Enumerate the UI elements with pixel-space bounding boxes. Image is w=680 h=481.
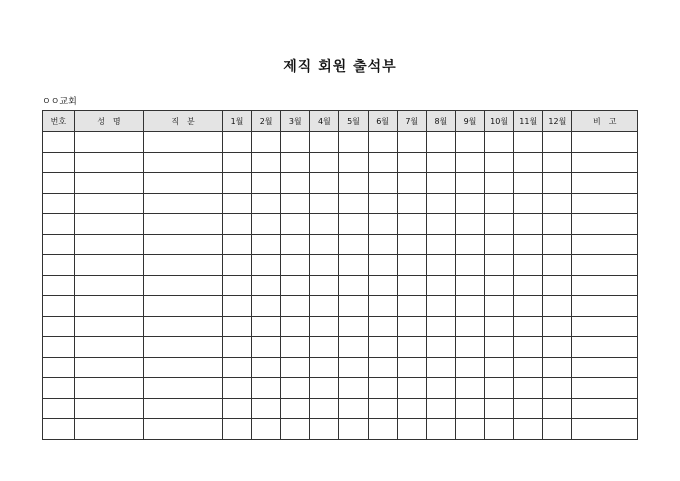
table-cell[interactable] xyxy=(43,132,75,153)
table-cell[interactable] xyxy=(74,152,144,173)
table-cell[interactable] xyxy=(426,419,455,440)
table-cell[interactable] xyxy=(368,316,397,337)
table-cell[interactable] xyxy=(485,378,514,399)
table-cell[interactable] xyxy=(514,296,543,317)
table-cell[interactable] xyxy=(572,316,638,337)
table-cell[interactable] xyxy=(543,234,572,255)
table-row xyxy=(43,337,638,358)
table-cell[interactable] xyxy=(339,378,368,399)
document-title: 제직 회원 출석부 xyxy=(283,59,397,75)
table-cell[interactable] xyxy=(426,398,455,419)
header-month-4: 4월 xyxy=(310,111,339,132)
table-cell[interactable] xyxy=(368,419,397,440)
table-cell[interactable] xyxy=(543,152,572,173)
table-cell[interactable] xyxy=(144,234,223,255)
table-cell[interactable] xyxy=(144,296,223,317)
table-cell[interactable] xyxy=(74,378,144,399)
table-row xyxy=(43,296,638,317)
table-cell[interactable] xyxy=(310,316,339,337)
table-cell[interactable] xyxy=(252,357,281,378)
table-cell[interactable] xyxy=(368,132,397,153)
attendance-table xyxy=(42,110,638,440)
table-cell[interactable] xyxy=(144,398,223,419)
table-cell[interactable] xyxy=(426,255,455,276)
table-cell[interactable] xyxy=(455,214,484,235)
table-cell[interactable] xyxy=(368,398,397,419)
table-cell[interactable] xyxy=(252,337,281,358)
table-cell[interactable] xyxy=(514,378,543,399)
table-cell[interactable] xyxy=(543,419,572,440)
table-cell[interactable] xyxy=(281,316,310,337)
table-cell[interactable] xyxy=(368,234,397,255)
table-cell[interactable] xyxy=(74,234,144,255)
table-cell[interactable] xyxy=(485,255,514,276)
table-cell[interactable] xyxy=(485,275,514,296)
table-cell[interactable] xyxy=(397,152,426,173)
table-cell[interactable] xyxy=(514,132,543,153)
table-cell[interactable] xyxy=(455,132,484,153)
table-cell[interactable] xyxy=(281,398,310,419)
header-month-2: 2월 xyxy=(252,111,281,132)
table-cell[interactable] xyxy=(43,275,75,296)
table-cell[interactable] xyxy=(222,193,251,214)
table-cell[interactable] xyxy=(514,357,543,378)
table-cell[interactable] xyxy=(339,132,368,153)
table-cell[interactable] xyxy=(426,378,455,399)
table-cell[interactable] xyxy=(144,255,223,276)
table-row xyxy=(43,275,638,296)
table-cell[interactable] xyxy=(572,398,638,419)
table-cell[interactable] xyxy=(281,214,310,235)
table-cell[interactable] xyxy=(543,132,572,153)
table-cell[interactable] xyxy=(572,173,638,194)
table-cell[interactable] xyxy=(455,419,484,440)
table-cell[interactable] xyxy=(368,275,397,296)
header-month-1: 1월 xyxy=(222,111,251,132)
table-cell[interactable] xyxy=(222,296,251,317)
table-cell[interactable] xyxy=(222,255,251,276)
header-role: 직 분 xyxy=(144,111,223,132)
table-cell[interactable] xyxy=(43,193,75,214)
table-cell[interactable] xyxy=(543,173,572,194)
table-cell[interactable] xyxy=(74,214,144,235)
table-body xyxy=(43,132,638,440)
table-cell[interactable] xyxy=(426,152,455,173)
table-cell[interactable] xyxy=(514,193,543,214)
table-cell[interactable] xyxy=(543,275,572,296)
table-cell[interactable] xyxy=(485,337,514,358)
table-cell[interactable] xyxy=(310,275,339,296)
table-cell[interactable] xyxy=(514,173,543,194)
table-cell[interactable] xyxy=(222,214,251,235)
table-cell[interactable] xyxy=(310,357,339,378)
table-cell[interactable] xyxy=(426,357,455,378)
table-cell[interactable] xyxy=(281,296,310,317)
header-month-8: 8월 xyxy=(426,111,455,132)
table-cell[interactable] xyxy=(339,337,368,358)
table-cell[interactable] xyxy=(572,357,638,378)
table-cell[interactable] xyxy=(222,275,251,296)
table-cell[interactable] xyxy=(281,193,310,214)
table-cell[interactable] xyxy=(485,173,514,194)
table-cell[interactable] xyxy=(252,316,281,337)
table-cell[interactable] xyxy=(222,132,251,153)
table-cell[interactable] xyxy=(455,296,484,317)
table-row xyxy=(43,152,638,173)
table-cell[interactable] xyxy=(572,275,638,296)
table-cell[interactable] xyxy=(485,193,514,214)
table-cell[interactable] xyxy=(455,173,484,194)
table-cell[interactable] xyxy=(74,132,144,153)
header-number: 번호 xyxy=(43,111,75,132)
table-cell[interactable] xyxy=(74,337,144,358)
table-row xyxy=(43,357,638,378)
table-cell[interactable] xyxy=(514,234,543,255)
table-cell[interactable] xyxy=(252,398,281,419)
table-cell[interactable] xyxy=(310,337,339,358)
table-cell[interactable] xyxy=(426,132,455,153)
table-cell[interactable] xyxy=(368,337,397,358)
table-cell[interactable] xyxy=(426,296,455,317)
header-note: 비 고 xyxy=(572,111,638,132)
table-cell[interactable] xyxy=(310,378,339,399)
table-cell[interactable] xyxy=(455,357,484,378)
table-cell[interactable] xyxy=(144,275,223,296)
table-cell[interactable] xyxy=(455,152,484,173)
table-cell[interactable] xyxy=(397,296,426,317)
header-month-6: 6월 xyxy=(368,111,397,132)
table-cell[interactable] xyxy=(397,378,426,399)
table-cell[interactable] xyxy=(310,132,339,153)
table-cell[interactable] xyxy=(514,255,543,276)
table-cell[interactable] xyxy=(222,378,251,399)
table-cell[interactable] xyxy=(74,193,144,214)
table-cell[interactable] xyxy=(339,296,368,317)
table-cell[interactable] xyxy=(397,337,426,358)
table-cell[interactable] xyxy=(455,398,484,419)
table-cell[interactable] xyxy=(310,173,339,194)
table-cell[interactable] xyxy=(74,316,144,337)
table-cell[interactable] xyxy=(397,398,426,419)
table-cell[interactable] xyxy=(43,214,75,235)
table-cell[interactable] xyxy=(144,173,223,194)
table-cell[interactable] xyxy=(252,193,281,214)
table-cell[interactable] xyxy=(74,173,144,194)
table-cell[interactable] xyxy=(222,357,251,378)
table-cell[interactable] xyxy=(485,214,514,235)
table-cell[interactable] xyxy=(455,193,484,214)
header-month-10: 10월 xyxy=(485,111,514,132)
table-cell[interactable] xyxy=(455,378,484,399)
table-cell[interactable] xyxy=(455,337,484,358)
header-name: 성 명 xyxy=(74,111,144,132)
table-cell[interactable] xyxy=(74,255,144,276)
table-cell[interactable] xyxy=(43,255,75,276)
table-cell[interactable] xyxy=(572,152,638,173)
table-cell[interactable] xyxy=(43,234,75,255)
table-cell[interactable] xyxy=(485,357,514,378)
header-month-12: 12월 xyxy=(543,111,572,132)
table-cell[interactable] xyxy=(543,214,572,235)
table-cell[interactable] xyxy=(368,255,397,276)
table-cell[interactable] xyxy=(252,173,281,194)
table-cell[interactable] xyxy=(144,193,223,214)
table-cell[interactable] xyxy=(543,255,572,276)
table-cell[interactable] xyxy=(43,296,75,317)
table-cell[interactable] xyxy=(514,337,543,358)
table-cell[interactable] xyxy=(426,214,455,235)
header-month-11: 11월 xyxy=(514,111,543,132)
header-month-5: 5월 xyxy=(339,111,368,132)
table-cell[interactable] xyxy=(281,357,310,378)
table-cell[interactable] xyxy=(397,316,426,337)
table-cell[interactable] xyxy=(310,419,339,440)
table-cell[interactable] xyxy=(426,173,455,194)
table-cell[interactable] xyxy=(339,152,368,173)
table-cell[interactable] xyxy=(74,296,144,317)
table-cell[interactable] xyxy=(543,316,572,337)
table-cell[interactable] xyxy=(281,337,310,358)
table-row xyxy=(43,255,638,276)
table-cell[interactable] xyxy=(426,275,455,296)
table-cell[interactable] xyxy=(144,378,223,399)
table-cell[interactable] xyxy=(514,419,543,440)
table-cell[interactable] xyxy=(339,316,368,337)
table-cell[interactable] xyxy=(43,419,75,440)
table-cell[interactable] xyxy=(144,132,223,153)
table-cell[interactable] xyxy=(485,152,514,173)
table-cell[interactable] xyxy=(281,173,310,194)
table-row xyxy=(43,398,638,419)
table-cell[interactable] xyxy=(144,214,223,235)
table-cell[interactable] xyxy=(543,296,572,317)
table-cell[interactable] xyxy=(397,193,426,214)
table-cell[interactable] xyxy=(252,152,281,173)
table-cell[interactable] xyxy=(252,296,281,317)
table-cell[interactable] xyxy=(368,357,397,378)
table-cell[interactable] xyxy=(310,234,339,255)
table-cell[interactable] xyxy=(455,275,484,296)
table-row xyxy=(43,193,638,214)
church-name-label: ㅇㅇ교회 xyxy=(42,97,77,107)
table-cell[interactable] xyxy=(43,152,75,173)
table-cell[interactable] xyxy=(455,316,484,337)
table-cell[interactable] xyxy=(252,378,281,399)
table-cell[interactable] xyxy=(397,357,426,378)
header-month-9: 9월 xyxy=(455,111,484,132)
table-cell[interactable] xyxy=(339,419,368,440)
table-cell[interactable] xyxy=(339,214,368,235)
table-cell[interactable] xyxy=(252,214,281,235)
table-cell[interactable] xyxy=(368,214,397,235)
table-cell[interactable] xyxy=(426,316,455,337)
table-cell[interactable] xyxy=(485,132,514,153)
table-cell[interactable] xyxy=(397,173,426,194)
table-cell[interactable] xyxy=(514,316,543,337)
header-month-3: 3월 xyxy=(281,111,310,132)
table-cell[interactable] xyxy=(339,275,368,296)
table-cell[interactable] xyxy=(74,357,144,378)
table-cell[interactable] xyxy=(222,337,251,358)
table-cell[interactable] xyxy=(339,173,368,194)
header-month-7: 7월 xyxy=(397,111,426,132)
table-header-row xyxy=(43,111,638,132)
table-cell[interactable] xyxy=(281,275,310,296)
table-row xyxy=(43,173,638,194)
table-cell[interactable] xyxy=(43,357,75,378)
table-cell[interactable] xyxy=(281,378,310,399)
table-cell[interactable] xyxy=(144,316,223,337)
table-cell[interactable] xyxy=(368,378,397,399)
table-row xyxy=(43,214,638,235)
table-cell[interactable] xyxy=(455,255,484,276)
table-cell[interactable] xyxy=(397,132,426,153)
table-cell[interactable] xyxy=(543,193,572,214)
table-row xyxy=(43,234,638,255)
table-cell[interactable] xyxy=(572,255,638,276)
table-cell[interactable] xyxy=(43,378,75,399)
table-cell[interactable] xyxy=(339,398,368,419)
table-cell[interactable] xyxy=(310,296,339,317)
table-cell[interactable] xyxy=(144,152,223,173)
table-cell[interactable] xyxy=(572,234,638,255)
table-cell[interactable] xyxy=(310,214,339,235)
table-cell[interactable] xyxy=(281,132,310,153)
table-cell[interactable] xyxy=(281,234,310,255)
table-cell[interactable] xyxy=(543,378,572,399)
table-cell[interactable] xyxy=(572,214,638,235)
table-cell[interactable] xyxy=(252,132,281,153)
table-cell[interactable] xyxy=(222,316,251,337)
table-cell[interactable] xyxy=(514,152,543,173)
table-cell[interactable] xyxy=(310,152,339,173)
table-cell[interactable] xyxy=(514,275,543,296)
table-cell[interactable] xyxy=(368,173,397,194)
table-cell[interactable] xyxy=(514,398,543,419)
table-cell[interactable] xyxy=(485,296,514,317)
table-cell[interactable] xyxy=(252,234,281,255)
table-cell[interactable] xyxy=(426,234,455,255)
table-cell[interactable] xyxy=(485,419,514,440)
table-cell[interactable] xyxy=(368,193,397,214)
table-cell[interactable] xyxy=(397,214,426,235)
table-cell[interactable] xyxy=(310,398,339,419)
table-cell[interactable] xyxy=(572,193,638,214)
table-cell[interactable] xyxy=(397,275,426,296)
table-cell[interactable] xyxy=(222,398,251,419)
table-cell[interactable] xyxy=(339,193,368,214)
table-cell[interactable] xyxy=(572,296,638,317)
table-cell[interactable] xyxy=(485,316,514,337)
table-cell[interactable] xyxy=(252,419,281,440)
table-cell[interactable] xyxy=(485,234,514,255)
table-cell[interactable] xyxy=(514,214,543,235)
table-cell[interactable] xyxy=(368,296,397,317)
table-cell[interactable] xyxy=(572,419,638,440)
table-cell[interactable] xyxy=(572,378,638,399)
table-cell[interactable] xyxy=(281,419,310,440)
table-cell[interactable] xyxy=(543,398,572,419)
table-cell[interactable] xyxy=(281,152,310,173)
table-cell[interactable] xyxy=(455,234,484,255)
table-cell[interactable] xyxy=(222,152,251,173)
table-cell[interactable] xyxy=(426,337,455,358)
table-cell[interactable] xyxy=(43,173,75,194)
table-cell[interactable] xyxy=(543,337,572,358)
table-cell[interactable] xyxy=(74,419,144,440)
table-cell[interactable] xyxy=(222,173,251,194)
table-cell[interactable] xyxy=(43,316,75,337)
table-row xyxy=(43,316,638,337)
table-cell[interactable] xyxy=(74,275,144,296)
table-cell[interactable] xyxy=(74,398,144,419)
table-cell[interactable] xyxy=(397,255,426,276)
table-cell[interactable] xyxy=(310,255,339,276)
table-cell[interactable] xyxy=(144,419,223,440)
table-cell[interactable] xyxy=(543,357,572,378)
table-cell[interactable] xyxy=(222,234,251,255)
table-cell[interactable] xyxy=(252,255,281,276)
table-cell[interactable] xyxy=(43,398,75,419)
table-cell[interactable] xyxy=(397,419,426,440)
table-row xyxy=(43,419,638,440)
table-cell[interactable] xyxy=(144,337,223,358)
table-cell[interactable] xyxy=(339,234,368,255)
table-cell[interactable] xyxy=(310,193,339,214)
table-cell[interactable] xyxy=(368,152,397,173)
table-cell[interactable] xyxy=(43,337,75,358)
table-cell[interactable] xyxy=(485,398,514,419)
table-cell[interactable] xyxy=(572,337,638,358)
table-cell[interactable] xyxy=(339,357,368,378)
table-cell[interactable] xyxy=(252,275,281,296)
table-cell[interactable] xyxy=(426,193,455,214)
table-cell[interactable] xyxy=(397,234,426,255)
table-row xyxy=(43,378,638,399)
table-cell[interactable] xyxy=(281,255,310,276)
table-cell[interactable] xyxy=(222,419,251,440)
table-row xyxy=(43,132,638,153)
table-cell[interactable] xyxy=(144,357,223,378)
table-cell[interactable] xyxy=(572,132,638,153)
table-cell[interactable] xyxy=(339,255,368,276)
